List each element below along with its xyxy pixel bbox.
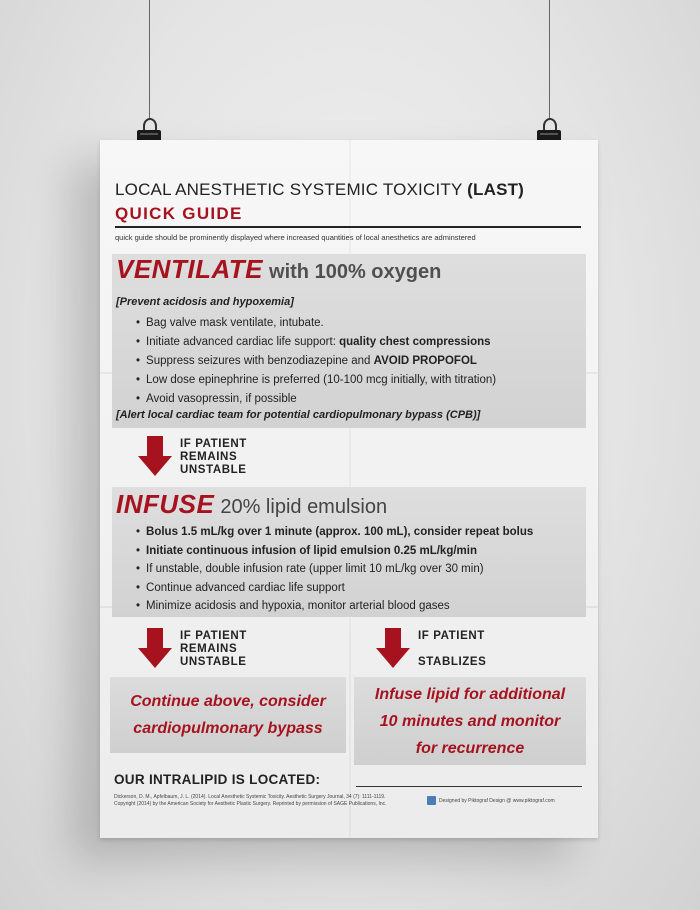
ventilate-bracket-bottom: [Alert local cardiac team for potential cardiopulmonary bypass (CPB)] xyxy=(116,409,481,421)
poster xyxy=(100,140,598,838)
ventilate-list xyxy=(136,314,496,409)
list-item: • Bolus 1.5 mL/kg over 1 minute (approx. 100 mL), consider repeat bolus xyxy=(136,523,533,542)
down-arrow-icon xyxy=(376,628,410,670)
list-item: • Initiate advanced cardiac life support: quality chest compressions xyxy=(136,333,496,352)
designer-credit: Designed by Piktograf Design @ www.piktograf.com xyxy=(427,796,555,805)
infuse-list xyxy=(136,523,533,616)
down-arrow-icon xyxy=(138,436,172,478)
ventilate-heading: VENTILATE with 100% oxygen xyxy=(116,254,442,284)
list-item: • Initiate continuous infusion of lipid emulsion 0.25 mL/kg/min xyxy=(136,542,533,561)
list-item: • Suppress seizures with benzodiazepine and AVOID PROPOFOL xyxy=(136,352,496,371)
infuse-panel xyxy=(112,487,586,617)
list-item: • Bag valve mask ventilate, intubate. xyxy=(136,314,496,333)
outcome-box-stable: Infuse lipid for additional 10 minutes and monitor for recurrence xyxy=(354,677,586,765)
list-item: • Continue advanced cardiac life support xyxy=(136,579,533,598)
hanging-wire-left xyxy=(149,0,150,120)
ventilate-panel xyxy=(112,254,586,428)
piktograf-logo-icon xyxy=(427,796,436,805)
condition-stable-label: IF PATIENT STABLIZES xyxy=(418,630,487,668)
intralipid-location-label: OUR INTRALIPID IS LOCATED: xyxy=(114,772,321,787)
list-item: • Low dose epinephrine is preferred (10-100 mcg initially, with titration) xyxy=(136,371,496,390)
condition-unstable-label: IF PATIENT REMAINS UNSTABLE xyxy=(180,438,247,476)
condition-unstable-label: IF PATIENT REMAINS UNSTABLE xyxy=(180,630,247,668)
infuse-heading: INFUSE 20% lipid emulsion xyxy=(116,489,388,519)
outcome-box-unstable: Continue above, consider cardiopulmonary bypass xyxy=(110,677,346,753)
page-subtitle: QUICK GUIDE xyxy=(115,204,243,223)
list-item: • If unstable, double infusion rate (upper limit 10 mL/kg over 30 min) xyxy=(136,560,533,579)
down-arrow-icon xyxy=(138,628,172,670)
ventilate-bracket-top: [Prevent acidosis and hypoxemia] xyxy=(116,296,294,308)
citation: Dickerson, D. M., Apfelbaum, J. L. (2014). Local Anesthetic Systemic Toxicity. Aesthetic Surgery Journal, 34 (7): 1111-1119. Copyright (2014) by the American Society for Aesthetic Plastic Surgery. Reprinted by permission of SAGE Publications, Inc. xyxy=(114,794,387,807)
title-divider xyxy=(115,226,581,228)
list-item: • Minimize acidosis and hypoxia, monitor arterial blood gases xyxy=(136,597,533,616)
location-fill-line xyxy=(356,786,582,787)
list-item: • Avoid vasopressin, if possible xyxy=(136,390,496,409)
hanging-wire-right xyxy=(549,0,550,120)
display-note: quick guide should be prominently displayed where increased quantities of local anesthetics are adminstered xyxy=(115,233,476,242)
page-title: LOCAL ANESTHETIC SYSTEMIC TOXICITY (LAST) xyxy=(115,180,525,199)
